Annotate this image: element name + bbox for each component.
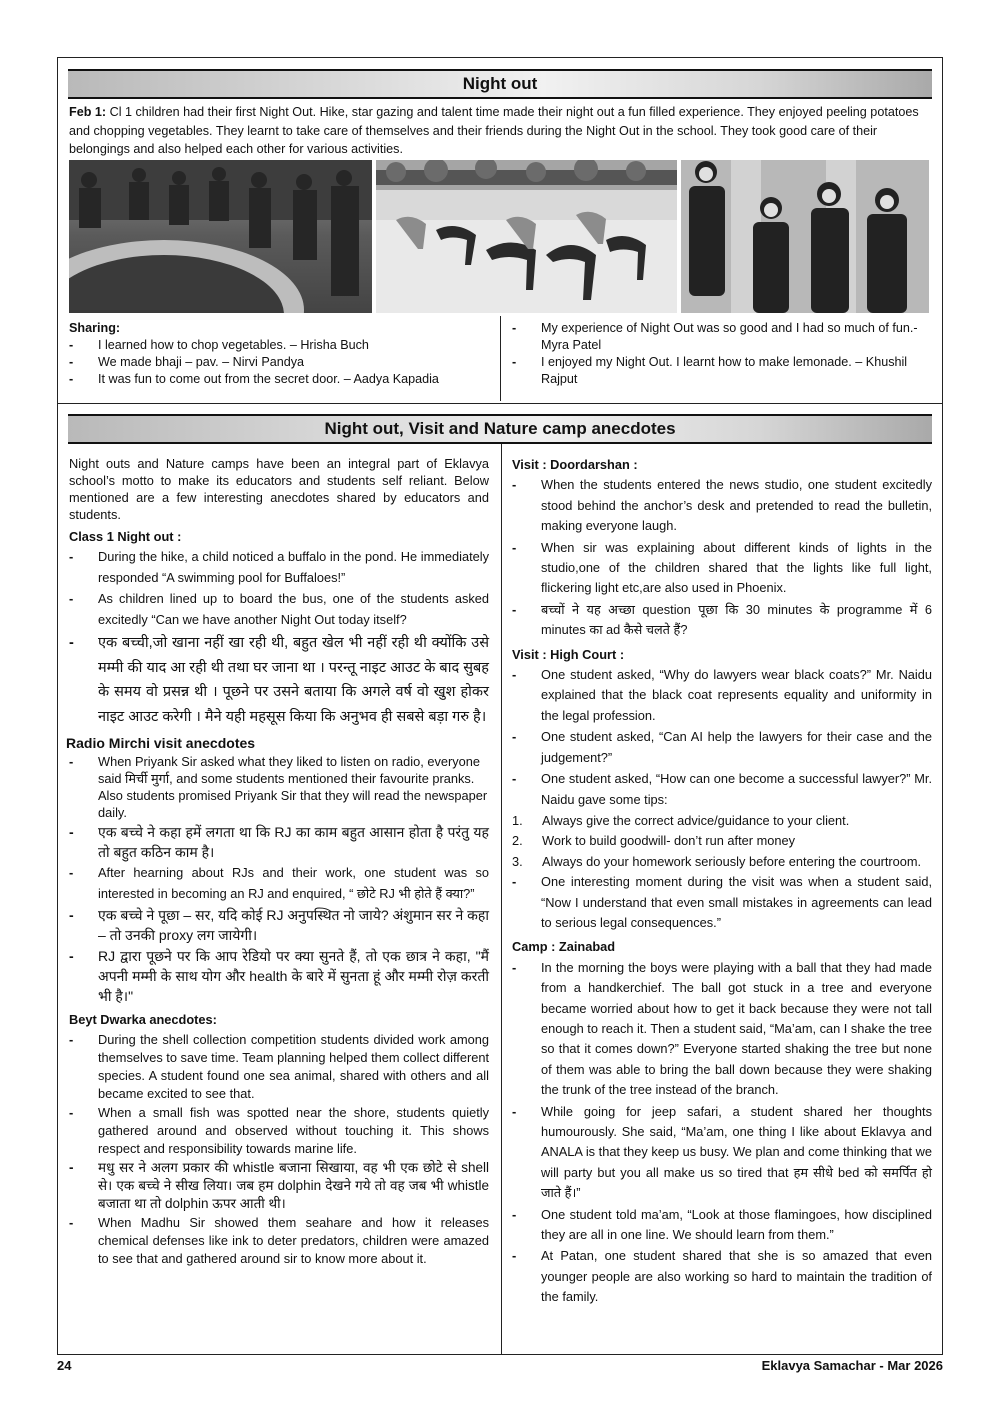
tip-text: Always do your homework seriously before entering the courtroom. [542, 853, 922, 869]
outdoor-exercise-photo [376, 160, 677, 313]
anecdote-item: - एक बच्चे ने पूछा – सर, यदि कोई RJ अनुपस्थित नो जाये? अंशुमान सर ने कहा – तो उनकी proxy लग जायेगी। [69, 905, 489, 945]
anecdotes-title: Night out, Visit and Nature camp anecdotes [68, 414, 932, 444]
high-court-heading: Visit : High Court : [512, 646, 625, 662]
night-out-text: Cl 1 children had their first Night Out. Hike, star gazing and talent time made their night out a fun filled experience. They enjoyed peeling potatoes and chopping vegetables. They learnt to take care of themselves and their friends during the Night Out in the school. They took good care of their belongings and also helped each other for various activities. [69, 105, 919, 156]
anecdotes-left-column [66, 455, 489, 1269]
anecdote-item: - When sir was explaining about different kinds of lights in the studio,one of the children shared that the lights like full light, flickering light etc,are also used in Phoenix. [512, 538, 932, 599]
anecdote-item: - As children lined up to board the bus, one of the students asked excitedly “Can we have another Night Out today itself? [69, 589, 489, 630]
tip-number: 2. [512, 833, 523, 849]
page-number: 24 [57, 1358, 72, 1373]
tip-number: 3. [512, 853, 523, 869]
sharing-column-divider [500, 316, 501, 401]
zainabad-heading: Camp : Zainabad [512, 939, 616, 955]
anecdote-item: - RJ द्वारा पूछने पर कि आप रेडियो पर क्या सुनते हैं, तो एक छात्र ने कहा, "मैं अपनी मम्मी के साथ योग और health के बारे में सुनता हूं और मम्मी रोज़ करती भी है।" [69, 946, 489, 1006]
anecdote-item: - During the hike, a child noticed a buffalo in the pond. He immediately responded “A swimming pool for Buffaloes!” [69, 547, 489, 588]
sharing-heading: Sharing: [69, 321, 121, 335]
anecdotes-right-column [512, 455, 932, 1309]
anecdote-item: - बच्चों ने यह अच्छा question पूछा कि 30 minutes के programme में 6 minutes का ad कैसे चलते हैं? [512, 600, 932, 641]
zainabad-list [512, 958, 932, 1308]
sharing-item: - My experience of Night Out was so good and I had so much of fun.- Myra Patel [512, 320, 930, 354]
anecdote-item: - One interesting moment during the visit was when a student said, “Now I understand that even small mistakes in agreements can lead to serious legal consequences.” [512, 872, 932, 933]
anecdote-item: - At Patan, one student shared that she is so amazed that even younger people are also working so hard to maintain the tradition of the family. [512, 1246, 932, 1307]
anecdotes-column-divider [501, 444, 502, 1355]
class1-heading: Class 1 Night out : [69, 529, 182, 544]
sharing-left [69, 320, 494, 388]
beyt-heading: Beyt Dwarka anecdotes: [69, 1012, 217, 1028]
anecdote-item: - When a small fish was spotted near the shore, students quietly gathered around and observed without touching it. This shows respect and responsibility towards marine life. [69, 1104, 489, 1158]
radio-list [69, 753, 489, 1006]
night-out-title: Night out [68, 69, 932, 99]
anecdote-item: - When Priyank Sir asked what they liked to listen on radio, everyone said मिर्ची मुर्गा, and some students mentioned their favourite pranks. Also students promised Priyank Sir that they will read the newspaper daily. [69, 753, 489, 821]
tip-item [512, 852, 932, 872]
sharing-item: - I enjoyed my Night Out. I learnt how to make lemonade. – Khushil Rajput [512, 354, 930, 388]
section-divider [57, 403, 943, 404]
class1-list [69, 547, 489, 729]
tip-item [512, 811, 932, 831]
high-court-closing-list [512, 872, 932, 933]
anecdote-item: - एक बच्ची,जो खाना नहीं खा रही थी, बहुत खेल भी नहीं रही थी क्योंकि उसे मम्मी की याद आ रही थी तथा घर जाना था । परन्तू नाइट आउट के बाद सुबह के समय वो प्रसन्न थी । पूछने पर उसने बताया कि अगले वर्ष वो खुश होकर नाइट आउट करेगी । मैने यही महसूस किया कि अनुभव ही सबसे बड़ा गरु है। [69, 631, 489, 729]
lawyer-tips-list [512, 811, 932, 872]
publication-name: Eklavya Samachar - Mar 2026 [761, 1358, 943, 1373]
anecdotes-intro: Night outs and Nature camps have been an integral part of Eklavya school’s motto to make its educators and students self reliant. Below mentioned are a few interesting anecdotes shared by educators and students. [69, 456, 489, 522]
anecdote-item: - During the shell collection competition students divided work among themselves to save time. Team planning helped them collect different species. A student found one sea animal, shared with others and all became excited to see that. [69, 1031, 489, 1103]
radio-heading: Radio Mirchi visit anecdotes [66, 735, 256, 752]
anecdote-item: - While going for jeep safari, a student shared her thoughts humourously. She said, “Ma’am, one thing I like about Eklavya and ANALA is that they keep us busy. We plan and come thinking that we will party but you all make us so tired that हम सीधे bed को समर्पित हो जाते हैं।” [512, 1102, 932, 1204]
anecdote-item: - One student asked, “How can one become a successful lawyer?” Mr. Naidu gave some tips: [512, 769, 932, 810]
anecdote-item: - When Madhu Sir showed them seahare and how it releases chemical defenses like ink to deter predators, children were amazed to see that and gathered around sir to know more about it. [69, 1214, 489, 1268]
anecdote-item: - When the students entered the news studio, one student excitedly stood behind the anchor’s desk and pretended to read the bulletin, making everyone laugh. [512, 475, 932, 536]
sharing-right [512, 320, 930, 388]
tip-item [512, 831, 932, 851]
sharing-item: - It was fun to come out from the secret door. – Aadya Kapadia [69, 371, 494, 388]
photo-strip [69, 160, 929, 313]
doordarshan-heading: Visit : Doordarshan : [512, 457, 638, 472]
anecdote-item: - One student asked, “Can AI help the lawyers for their case and the judgement?” [512, 727, 932, 768]
four-children-photo [681, 160, 929, 313]
anecdote-item: - One student told ma’am, “Look at those flamingoes, how disciplined they are all in one line. We should learn from them.” [512, 1205, 932, 1246]
campfire-gathering-photo [69, 160, 372, 313]
tip-number: 1. [512, 812, 523, 828]
night-out-intro [69, 103, 931, 159]
tip-text: Work to build goodwill- don’t run after money [542, 833, 795, 849]
sharing-item: - We made bhaji – pav. – Nirvi Pandya [69, 354, 494, 371]
anecdote-item: - In the morning the boys were playing with a ball that they had made from a handkerchief. The ball got stuck in a tree and everyone became worried about how to get it back because they were not tall enough to reach it. Then a student said, “Ma’am, can I shake the tree so that it comes down?” Everyone started shaking the tree but none of them was able to bring the ball down because they were shaking the trunk of the tree instead of the branch. [512, 958, 932, 1101]
anecdote-item: - एक बच्चे ने कहा हमें लगता था कि RJ का काम बहुत आसान होता है परंतु यह तो बहुत कठिन काम है। [69, 822, 489, 862]
tip-text: Always give the correct advice/guidance to your client. [542, 812, 850, 828]
high-court-list [512, 665, 932, 810]
sharing-item: - I learned how to chop vegetables. – Hrisha Buch [69, 337, 494, 354]
doordarshan-list [512, 475, 932, 640]
anecdote-item: - After hearning about RJs and their work, one student was so interested in becoming an RJ and enquired, “ छोटे RJ भी होते हैं क्या?” [69, 863, 489, 904]
anecdote-item: - मधु सर ने अलग प्रकार की whistle बजाना सिखाया, वह भी एक छोटे से shell से। एक बच्चे ने सीख लिया। जब हम dolphin देखने गये तो वह जब भी whistle बजाता था तो dolphin ऊपर आती थी। [69, 1159, 489, 1213]
anecdote-item: - One student asked, “Why do lawyers wear black coats?” Mr. Naidu explained that the black coat represents equality and uniformity in the legal profession. [512, 665, 932, 726]
beyt-list [69, 1031, 489, 1268]
night-out-date: Feb 1: [69, 105, 107, 119]
